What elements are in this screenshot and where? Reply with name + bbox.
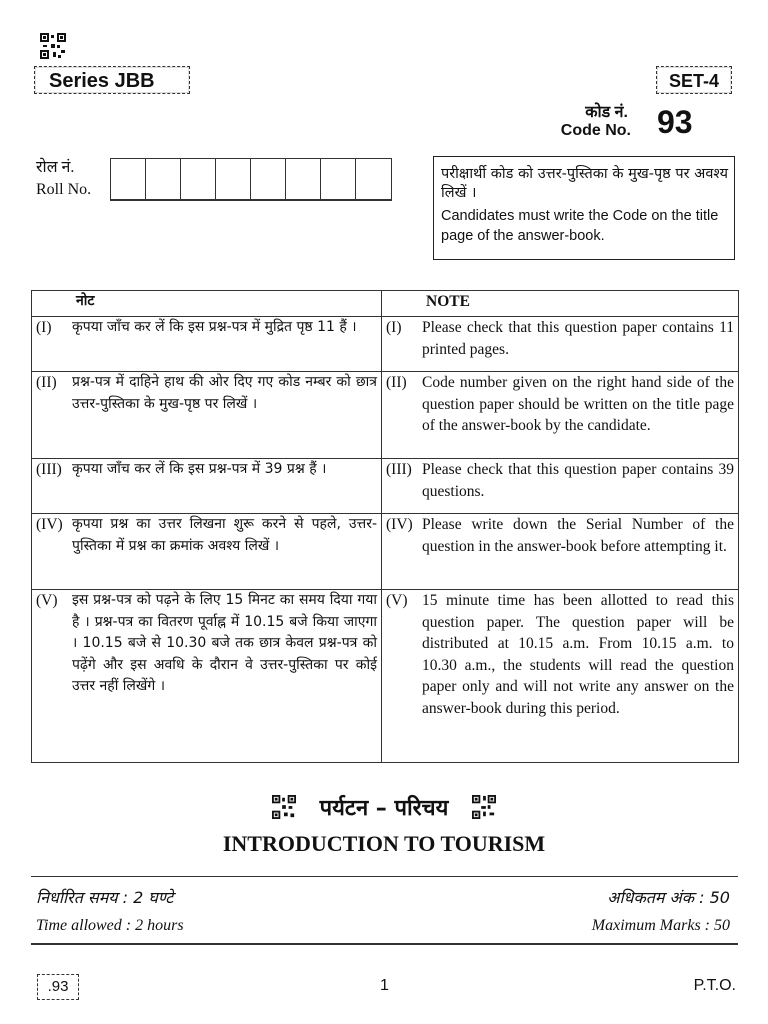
note-hindi: इस प्रश्न-पत्र को पढ़ने के लिए 15 मिनट का समय दिया गया है । प्रश्न-पत्र का वितरण पूर्वाह्न में 10.15 बजे किया जाएगा । 10.15 बजे से 10.30 बजे तक छात्र केवल प्रश्न-पत्र को पढ़ेंगे और इस अवधि के दौरान वे उत्तर-पुस्तिका पर कोई उत्तर नहीं लिखेंगे । [72, 592, 377, 694]
code-label-hindi: कोड नं. [585, 104, 628, 121]
code-number: 93 [657, 104, 693, 140]
qr-code-icon [40, 33, 66, 59]
subject-title-english: INTRODUCTION TO TOURISM [222, 831, 546, 856]
table-row [32, 459, 739, 514]
note-number: (IV) [386, 516, 413, 533]
notes-header-row [32, 291, 739, 317]
roll-number-cell[interactable] [146, 159, 181, 199]
note-hindi: कृपया प्रश्न का उत्तर लिखना शुरू करने से पहले, उत्तर-पुस्तिका में प्रश्न का क्रमांक अवश्य लिखें । [72, 516, 377, 554]
note-hindi: कृपया जाँच कर लें कि इस प्रश्न-पत्र में मुद्रित पृष्ठ 11 हैं । [72, 319, 357, 335]
roll-number-cell[interactable] [216, 159, 251, 199]
note-number: (II) [36, 374, 57, 391]
footer-code: .93 [37, 974, 79, 1000]
roll-number-boxes[interactable] [110, 158, 392, 201]
candidate-instruction-box [433, 156, 735, 260]
note-english: 15 minute time has been allotted to read this question paper. The question paper will be distributed at 10.15 a.m. From 10.15 a.m. to 10.30 a.m., the students will read the question paper only and will not write any answer on the answer-book during this period. [422, 592, 734, 717]
roll-label-hindi: रोल नं. [36, 159, 75, 176]
time-allowed-english: Time allowed : 2 hours [36, 917, 184, 934]
pto-label: P.T.O. [693, 977, 736, 994]
roll-number-cell[interactable] [321, 159, 356, 199]
note-hindi: कृपया जाँच कर लें कि इस प्रश्न-पत्र में 39 प्रश्न हैं । [72, 461, 327, 477]
note-english: Please check that this question paper contains 39 questions. [422, 461, 734, 500]
subject-title-hindi: पर्यटन – परिचय [319, 796, 449, 821]
note-number: (V) [386, 592, 408, 609]
time-allowed-hindi: निर्धारित समय : 2 घण्टे [36, 888, 174, 907]
page-number: 1 [380, 977, 389, 994]
note-number: (III) [386, 461, 412, 478]
note-number: (III) [36, 461, 62, 478]
note-english: Please write down the Serial Number of the question in the answer-book before attempting it. [422, 516, 734, 555]
roll-label-english: Roll No. [36, 181, 92, 198]
table-row [32, 317, 739, 372]
note-english: Code number given on the right hand side of the question paper should be written on the title page of the answer-book by the candidate. [422, 374, 734, 434]
set-label: SET-4 [656, 66, 732, 94]
qr-code-icon [472, 795, 496, 819]
note-number: (I) [386, 319, 402, 336]
subject-title-hindi-row [0, 792, 768, 822]
max-marks-hindi: अधिकतम अंक : 50 [607, 888, 730, 907]
code-label-english: Code No. [560, 122, 631, 139]
table-row [32, 590, 739, 763]
divider [31, 876, 738, 877]
note-hindi: प्रश्न-पत्र में दाहिने हाथ की ओर दिए गए कोड नम्बर को छात्र उत्तर-पुस्तिका के मुख-पृष्ठ पर लिखें । [72, 374, 377, 412]
candidate-note-english: Candidates must write the Code on the title page of the answer-book. [441, 208, 719, 244]
roll-number-cell[interactable] [251, 159, 286, 199]
roll-number-cell[interactable] [111, 159, 146, 199]
divider [31, 943, 738, 945]
notes-header-hindi: नोट [76, 293, 95, 309]
note-english: Please check that this question paper contains 11 printed pages. [422, 319, 734, 358]
note-number: (I) [36, 319, 52, 336]
roll-number-cell[interactable] [356, 159, 391, 199]
roll-number-cell[interactable] [181, 159, 216, 199]
qr-code-icon [272, 795, 296, 819]
note-number: (V) [36, 592, 58, 609]
table-row [32, 372, 739, 459]
roll-number-cell[interactable] [286, 159, 321, 199]
note-number: (IV) [36, 516, 63, 533]
notes-table [31, 290, 739, 763]
notes-header-english: NOTE [426, 293, 470, 310]
series-label: Series JBB [34, 66, 190, 94]
table-row [32, 514, 739, 590]
max-marks-english: Maximum Marks : 50 [591, 917, 730, 934]
candidate-note-hindi: परीक्षार्थी कोड को उत्तर-पुस्तिका के मुख-पृष्ठ पर अवश्य लिखें । [441, 166, 728, 201]
note-number: (II) [386, 374, 407, 391]
